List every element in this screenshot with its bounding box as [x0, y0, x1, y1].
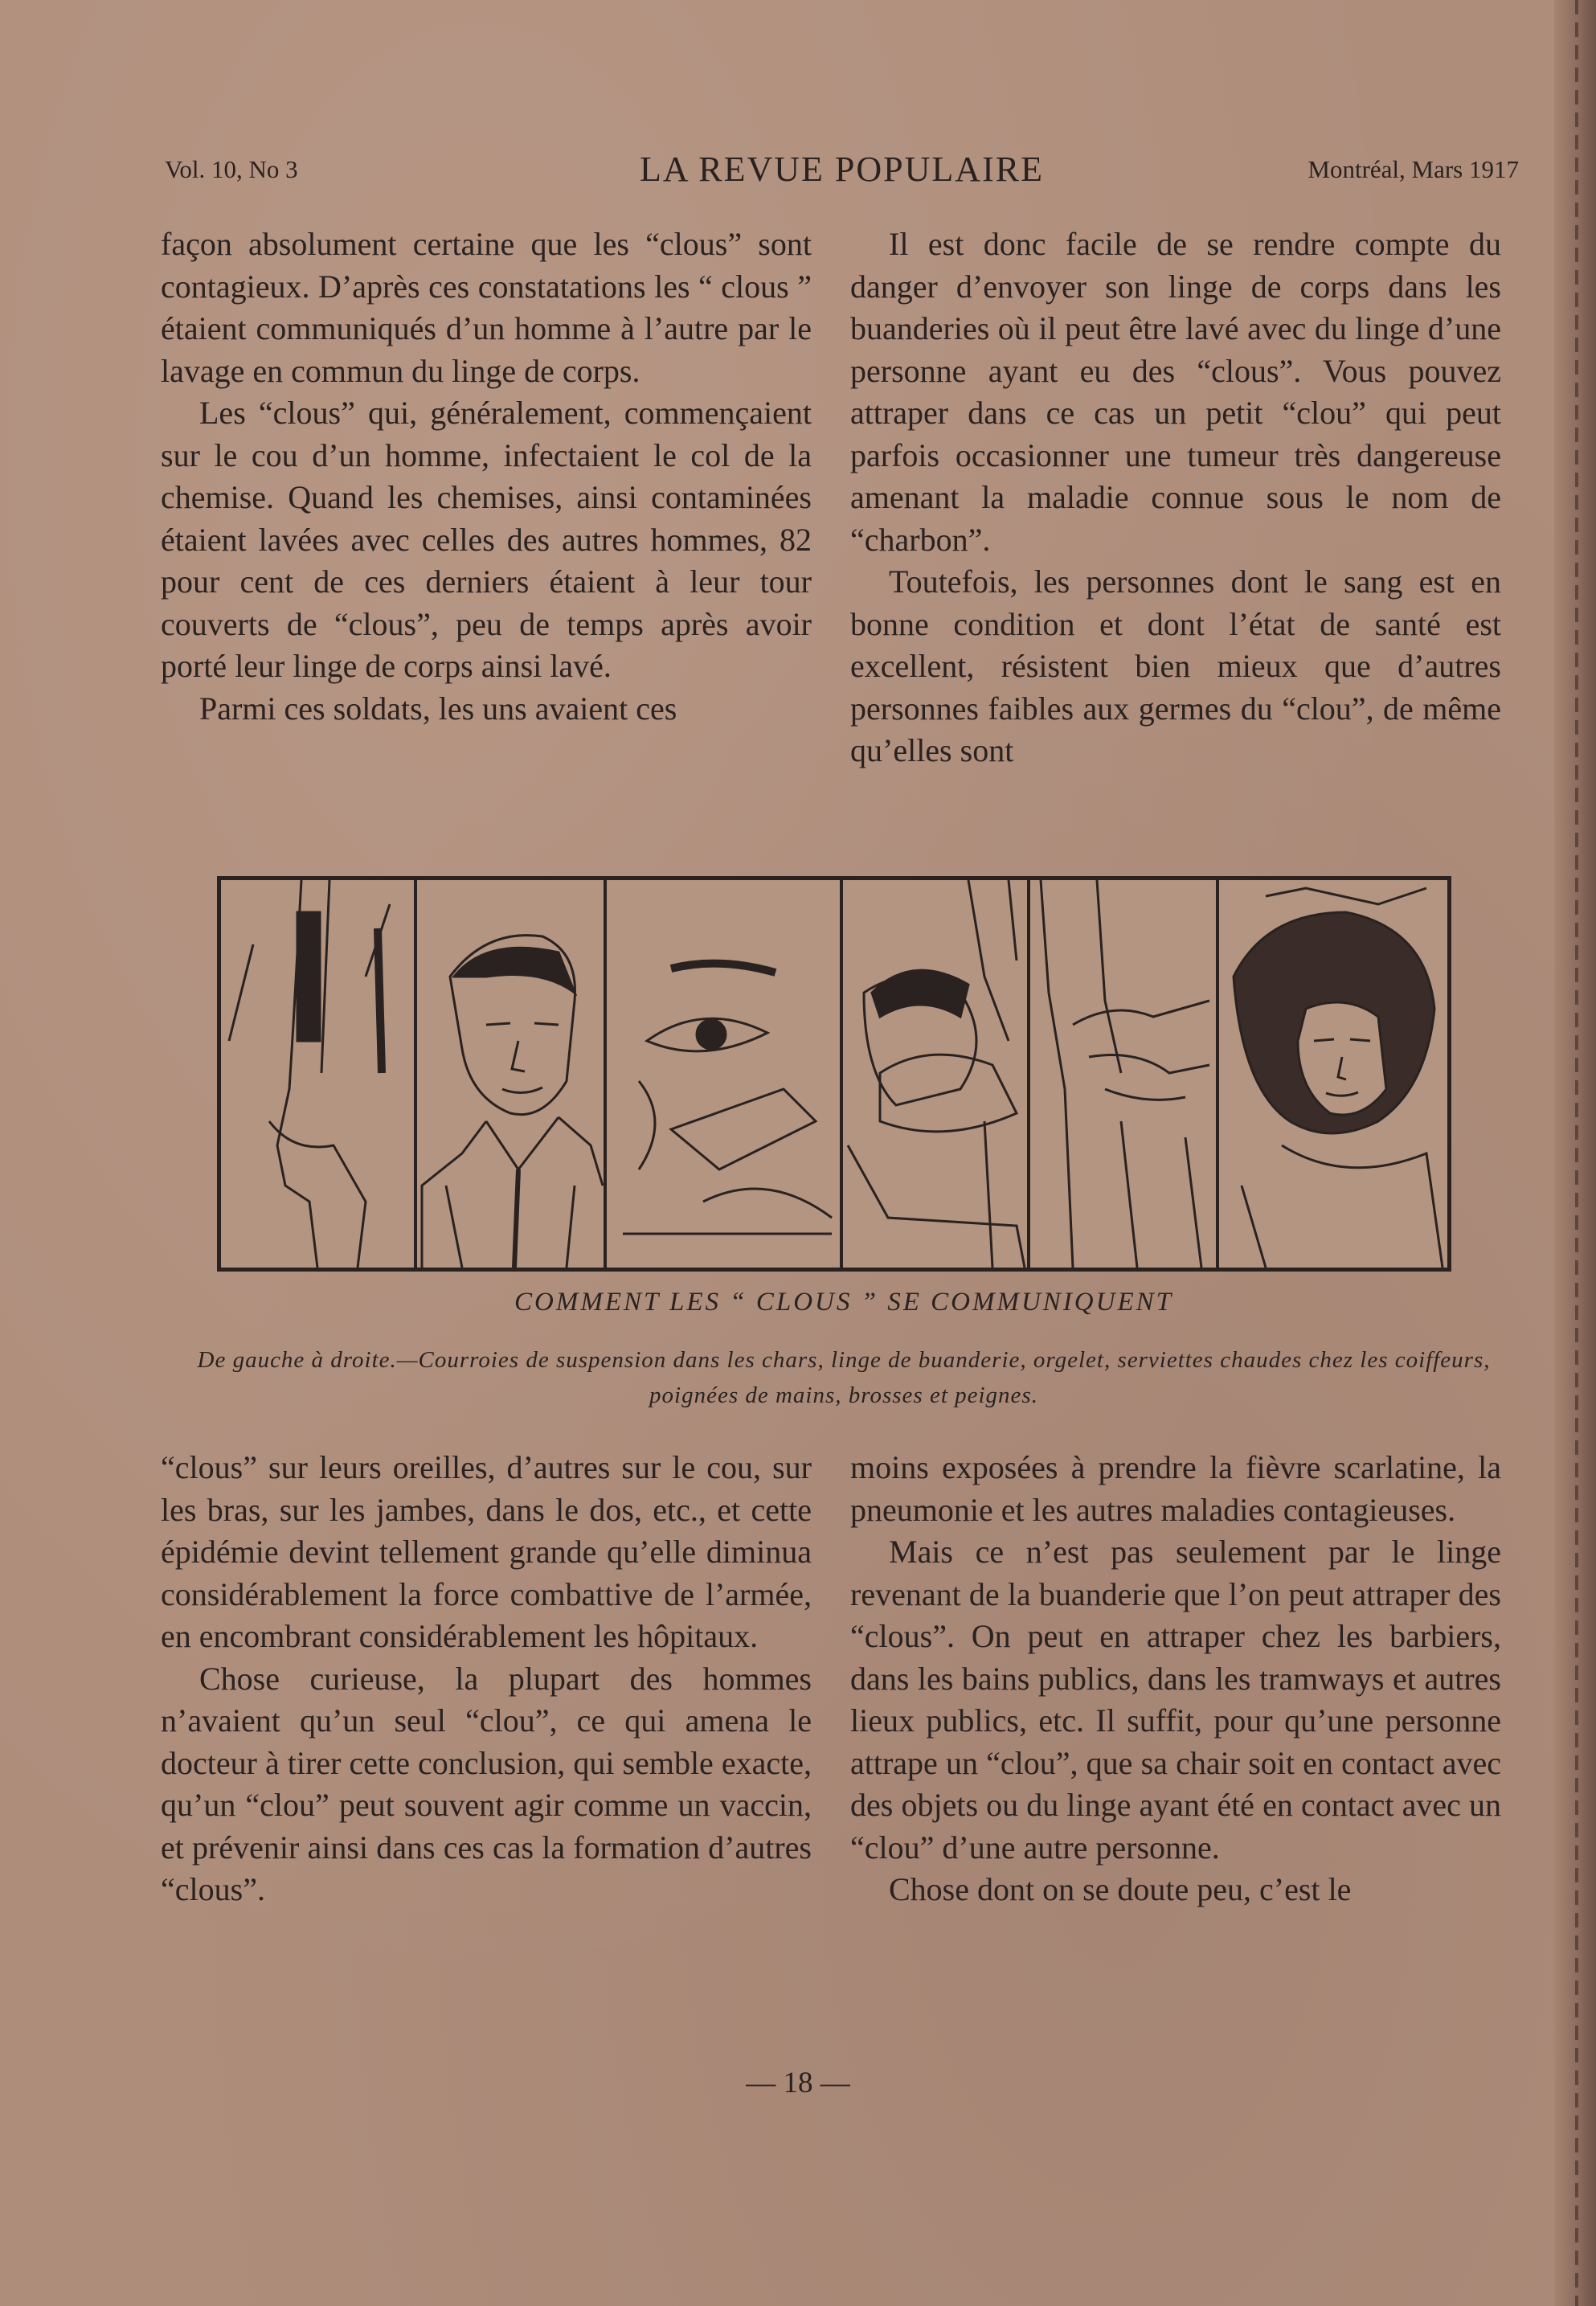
issue-date: Montréal, Mars 1917 [1307, 155, 1519, 183]
paragraph: Chose dont on se doute peu, c’est le [889, 1871, 1352, 1907]
eye-panel [623, 964, 832, 1234]
man-panel [422, 936, 603, 1268]
column-bottom-right [850, 1447, 1501, 1911]
paragraph: Les “clous” qui, généralement, commençaient sur le cou d’un homme, infectaient le col de la chemise. Quand les chemises, ainsi contaminées étaient lavées avec celles des autres hommes, 82 pour cent de ces derniers étaient à leur tour couverts de “clous”, peu de temps après avoir porté leur linge de corps ainsi lavé. [161, 395, 812, 684]
magazine-title: LA REVUE POPULAIRE [640, 150, 1044, 189]
paragraph: “clous” sur leurs oreilles, d’autres sur le cou, sur les bras, sur les jambes, dans le dos, etc., et cette épidémie devint tellement grande qu’elle diminua considérablement la force combattive de l’armée, en encombrant considérablement les hôpitaux. [161, 1449, 812, 1654]
figure-caption-text: De gauche à droite.—Courroies de suspension dans les chars, linge de buanderie, orgelet, serviettes chaudes chez les coiffeurs, poignées de mains, brosses et peignes. [197, 1347, 1491, 1408]
illustration-panels [221, 880, 1447, 1268]
column-top-right [850, 223, 1501, 772]
binding-perforation [1575, 0, 1578, 2306]
barber-panel [848, 880, 1025, 1268]
figure-illustration [217, 876, 1451, 1272]
figure-caption-title: COMMENT LES “ CLOUS ” SE COMMUNIQUENT [514, 1288, 1173, 1317]
page-number: — 18 — [746, 2066, 850, 2099]
column-bottom-left [161, 1447, 812, 1911]
paragraph: Toutefois, les personnes dont le sang est en bonne condition et dont l’état de santé est excellent, résistent bien mieux que d’autres personnes faibles aux germes du “clou”, de même qu’elles sont [850, 563, 1501, 768]
paragraph: Chose curieuse, la plupart des hommes n’avaient qu’un seul “clou”, ce qui amena le docteur à tirer cette conclusion, qui semble exacte, qu’un “clou” peut souvent agir comme un vaccin, et prévenir ainsi dans ces cas la formation d’autres “clous”. [161, 1660, 812, 1907]
paragraph: Il est donc facile de se rendre compte du danger d’envoyer son linge de corps dans les buanderies où il peut être lavé avec du linge d’une personne ayant eu des “clous”. Vous pouvez attraper dans ce cas un petit “clou” qui peut parfois occasionner une tumeur très dangereuse amenant la maladie connue sous le nom de “charbon”. [850, 226, 1501, 558]
running-header [165, 149, 1519, 197]
paragraph: moins exposées à prendre la fièvre scarlatine, la pneumonie et les autres maladies contagieuses. [850, 1449, 1501, 1528]
volume-label: Vol. 10, No 3 [165, 155, 298, 183]
paragraph: Parmi ces soldats, les uns avaient ces [199, 690, 677, 727]
column-top-left [161, 223, 812, 730]
paragraph: Mais ce n’est pas seulement par le linge revenant de la buanderie que l’on peut attraper des “clous”. On peut en attraper chez les barbiers, dans les bains publics, dans les tramways et autres lieux publics, etc. Il suffit, pour qu’une personne attrape un “clou”, que sa chair soit en contact avec des objets ou du linge ayant été en contact avec un “clou” d’une autre personne. [850, 1534, 1501, 1866]
handshake-panel [1041, 880, 1209, 1268]
brush-panel [1234, 888, 1443, 1268]
strap-panel [229, 880, 390, 1268]
paragraph: façon absolument certaine que les “clous” sont contagieux. D’après ces constatations les “ clous ” étaient communiqués d’un homme à l’autre par le lavage en commun du linge de corps. [161, 226, 812, 389]
